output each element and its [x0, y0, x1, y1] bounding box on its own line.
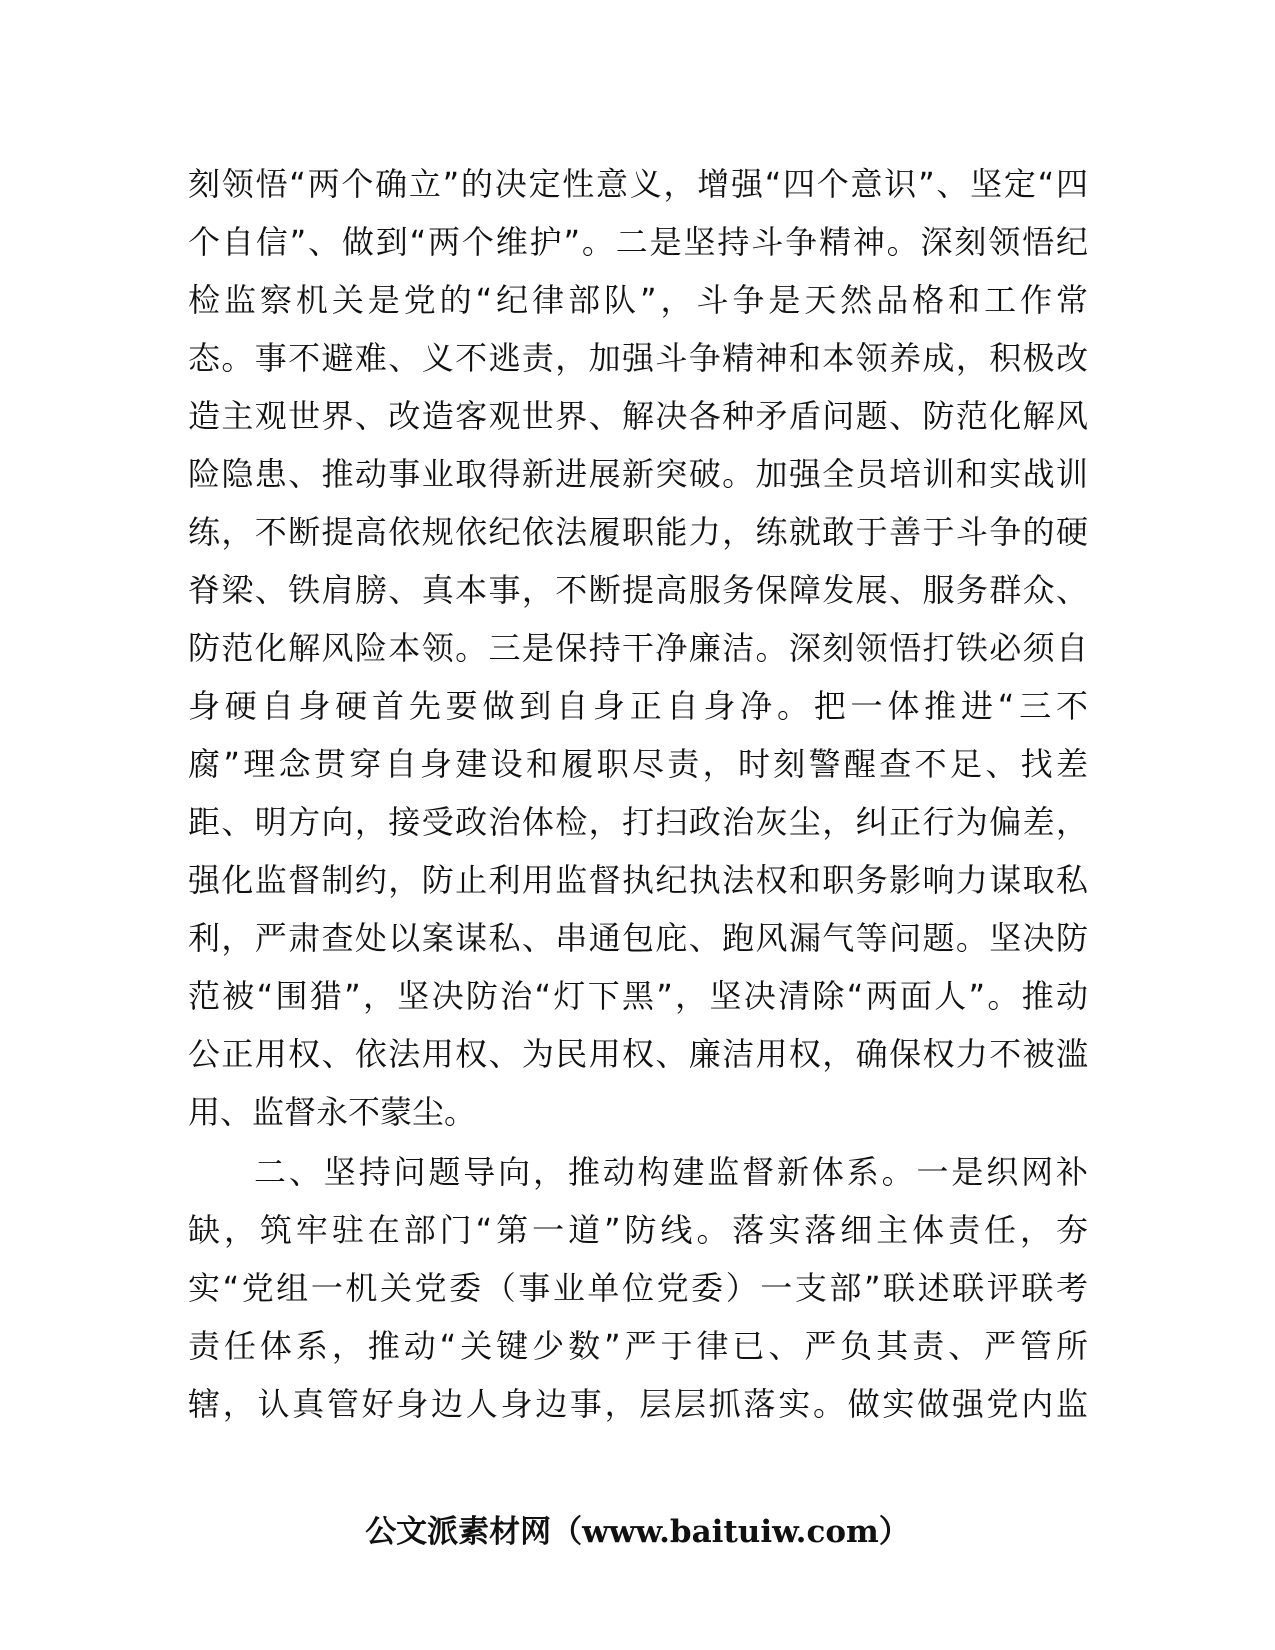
text-line: 用、监督永不蒙尘。 [188, 1093, 477, 1131]
text-line: 脊梁、铁肩膀、真本事，不断提高服务保障发展、服务群众、 [188, 571, 1088, 609]
text-line: 强化监督制约，防止利用监督执纪执法权和职务影响力谋取私 [188, 861, 1088, 899]
text-line: 范被“围猎”，坚决防治“灯下黑”，坚决清除“两面人”。推动 [188, 977, 1088, 1015]
text-line: 公正用权、依法用权、为民用权、廉洁用权，确保权力不被滥 [188, 1035, 1088, 1073]
text-line: 身硬自身硬首先要做到自身正自身净。把一体推进“三不 [188, 687, 1088, 725]
text-line: 辖，认真管好身边人身边事，层层抓落实。做实做强党内监 [188, 1385, 1088, 1423]
text-line: 距、明方向，接受政治体检，打扫政治灰尘，纠正行为偏差， [188, 803, 1088, 841]
text-line: 个自信”、做到“两个维护”。二是坚持斗争精神。深刻领悟纪 [188, 223, 1088, 261]
text-line: 练，不断提高依规依纪依法履职能力，练就敢于善于斗争的硬 [188, 513, 1088, 551]
text-line: 缺，筑牢驻在部门“第一道”防线。落实落细主体责任，夯 [188, 1211, 1088, 1249]
text-line: 实“党组一机关党委（事业单位党委）一支部”联述联评联考 [188, 1269, 1088, 1307]
text-line: 利，严肃查处以案谋私、串通包庇、跑风漏气等问题。坚决防 [188, 919, 1088, 957]
text-line: 二、坚持问题导向，推动构建监督新体系。一是织网补 [254, 1153, 1088, 1191]
paragraph-2 [188, 1143, 1088, 1433]
text-line: 防范化解风险本领。三是保持干净廉洁。深刻领悟打铁必须自 [188, 629, 1088, 667]
text-line: 险隐患、推动事业取得新进展新突破。加强全员培训和实战训 [188, 455, 1088, 493]
footer-watermark: 公文派素材网（www.baituiw.com） [365, 1514, 910, 1550]
text-line: 造主观世界、改造客观世界、解决各种矛盾问题、防范化解风 [188, 397, 1088, 435]
text-line: 态。事不避难、义不逃责，加强斗争精神和本领养成，积极改 [188, 339, 1088, 377]
text-line: 刻领悟“两个确立”的决定性意义，增强“四个意识”、坚定“四 [188, 165, 1088, 203]
text-line: 责任体系，推动“关键少数”严于律已、严负其责、严管所 [188, 1327, 1088, 1365]
text-line: 腐”理念贯穿自身建设和履职尽责，时刻警醒查不足、找差 [188, 745, 1088, 783]
body-text [188, 155, 1088, 1433]
paragraph-1 [188, 155, 1088, 1141]
text-line: 检监察机关是党的“纪律部队”，斗争是天然品格和工作常 [188, 281, 1088, 319]
